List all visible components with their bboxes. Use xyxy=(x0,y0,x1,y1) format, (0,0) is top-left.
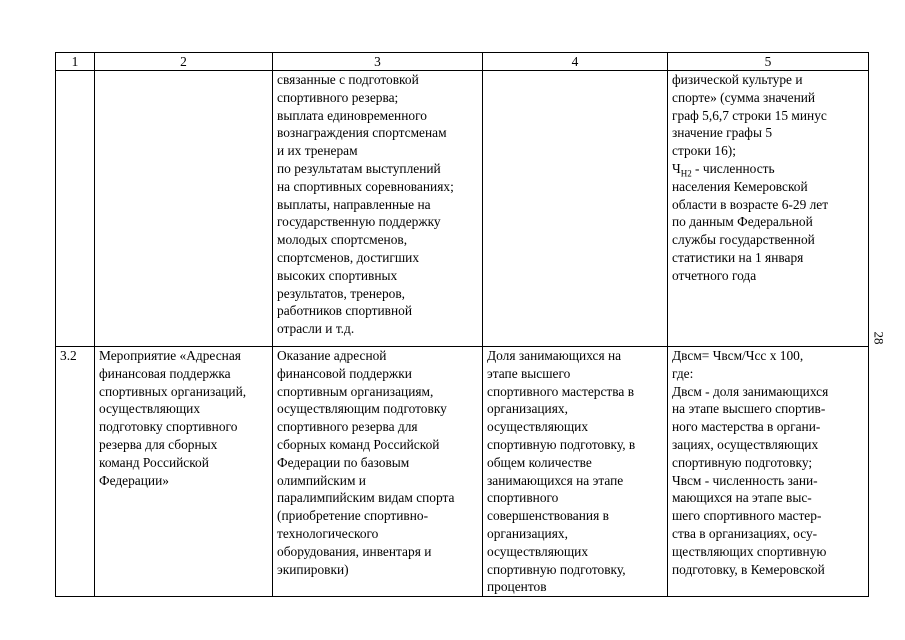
row2-col2 xyxy=(95,347,273,597)
text-line: зациях, осуществляющих xyxy=(672,436,819,452)
text-line: спортивного xyxy=(487,490,559,506)
text-line: значение графы 5 xyxy=(672,125,773,141)
text-line: по результатам выступлений xyxy=(277,160,441,176)
row2-col5 xyxy=(668,347,869,597)
text-line: подготовку, в Кемеровской xyxy=(672,561,825,577)
text-line: технологического xyxy=(277,525,379,541)
row1-col5 xyxy=(668,71,869,347)
header-col-3: 3 xyxy=(273,53,483,71)
text-line: общем количестве xyxy=(487,454,592,470)
text-line: процентов xyxy=(487,579,547,595)
text-line: отчетного года xyxy=(672,267,757,283)
text-line: спортивную подготовку, xyxy=(487,561,626,577)
text-line: Мероприятие «Адресная xyxy=(99,348,241,363)
row1-col1 xyxy=(56,71,95,347)
text-line: организациях, xyxy=(487,525,568,541)
text-line: этапе высшего xyxy=(487,365,571,381)
text-line: спортивным организациям, xyxy=(277,383,434,399)
text-line: результатов, тренеров, xyxy=(277,285,406,301)
row1-col3 xyxy=(273,71,483,347)
table-row xyxy=(56,71,869,347)
text-line: паралимпийским видам спорта xyxy=(277,490,455,506)
formula-line: Двсм= Чвсм/Чсс х 100, xyxy=(672,348,804,363)
text-line: физической культуре и xyxy=(672,72,803,87)
text-line: Доля занимающихся на xyxy=(487,348,622,363)
table-header-row xyxy=(56,53,869,71)
text-line: строки 16); xyxy=(672,143,736,159)
text-line: где: xyxy=(672,365,694,381)
text-line: спорте» (сумма значений xyxy=(672,89,816,105)
header-col-5: 5 xyxy=(668,53,869,71)
text-line: ного мастерства в органи- xyxy=(672,419,821,435)
text-line: ства в организациях, осу- xyxy=(672,525,818,541)
text-line: организациях, xyxy=(487,401,568,417)
page-number: 28 xyxy=(871,331,887,345)
table-row xyxy=(56,347,869,597)
text-line: спортивного резерва; xyxy=(277,89,399,105)
text-line: резерва для сборных xyxy=(99,436,218,452)
variable-subscript: Н2 xyxy=(680,168,692,179)
text-line: осуществляющих xyxy=(487,419,589,435)
text-line: государственную поддержку xyxy=(277,214,441,230)
header-col-4: 4 xyxy=(483,53,668,71)
text-line: Чвсм - численность зани- xyxy=(672,472,818,488)
text-line: молодых спортсменов, xyxy=(277,232,408,248)
text-line: оборудования, инвентаря и xyxy=(277,543,432,559)
text-line: совершенствования в xyxy=(487,508,609,524)
variable-ch: Ч xyxy=(672,160,681,176)
text-line: на этапе высшего спортив- xyxy=(672,401,826,417)
header-col-2: 2 xyxy=(95,53,273,71)
text-line: ществляющих спортивную xyxy=(672,543,827,559)
text-line: осуществляющих xyxy=(99,401,201,417)
text-line: спортивных организаций, xyxy=(99,383,247,399)
document-table xyxy=(55,52,869,597)
text-line: статистики на 1 января xyxy=(672,249,804,265)
row2-col1-number: 3.2 xyxy=(56,347,95,597)
text-line: экипировки) xyxy=(277,561,349,577)
text-line: спортивную подготовку; xyxy=(672,454,813,470)
text-line: сборных команд Российской xyxy=(277,436,440,452)
text-line: работников спортивной xyxy=(277,303,413,319)
row1-col4 xyxy=(483,71,668,347)
text-line: Двсм - доля занимающихся xyxy=(672,383,829,399)
text-line: области в возрасте 6-29 лет xyxy=(672,196,829,212)
text-line: команд Российской xyxy=(99,454,209,470)
text-line: населения Кемеровской xyxy=(672,178,808,194)
header-col-1: 1 xyxy=(56,53,95,71)
text-line: (приобретение спортивно- xyxy=(277,508,429,524)
text-line: олимпийским и xyxy=(277,472,366,488)
text-line: осуществляющим подготовку xyxy=(277,401,447,417)
text-line: Оказание адресной xyxy=(277,348,387,363)
text-line: спортивного мастерства в xyxy=(487,383,635,399)
variable-description: - численность xyxy=(691,160,775,176)
text-line: осуществляющих xyxy=(487,543,589,559)
text-line: граф 5,6,7 строки 15 минус xyxy=(672,107,827,123)
row1-col2 xyxy=(95,71,273,347)
text-line: финансовой поддержки xyxy=(277,365,412,381)
text-line: по данным Федеральной xyxy=(672,214,813,230)
text-line: Федерации» xyxy=(99,472,169,488)
text-line: отрасли и т.д. xyxy=(277,321,355,337)
text-line: спортсменов, достигших xyxy=(277,249,420,265)
text-line: связанные с подготовкой xyxy=(277,72,419,87)
text-line: финансовая поддержка xyxy=(99,365,231,381)
row2-col4 xyxy=(483,347,668,597)
text-line: занимающихся на этапе xyxy=(487,472,624,488)
row2-col3 xyxy=(273,347,483,597)
text-line: Федерации по базовым xyxy=(277,454,410,470)
text-line: мающихся на этапе выс- xyxy=(672,490,812,506)
text-line: службы государственной xyxy=(672,232,815,248)
text-line: спортивного резерва для xyxy=(277,419,418,435)
text-line: вознаграждения спортсменам xyxy=(277,125,447,141)
text-line: выплаты, направленные на xyxy=(277,196,431,212)
text-line: выплата единовременного xyxy=(277,107,427,123)
text-line: высоких спортивных xyxy=(277,267,398,283)
text-line: спортивную подготовку, в xyxy=(487,436,636,452)
text-line: шего спортивного мастер- xyxy=(672,508,822,524)
formula-line xyxy=(672,160,864,178)
text-line: на спортивных соревнованиях; xyxy=(277,178,454,194)
text-line: и их тренерам xyxy=(277,143,358,159)
text-line: подготовку спортивного xyxy=(99,419,238,435)
